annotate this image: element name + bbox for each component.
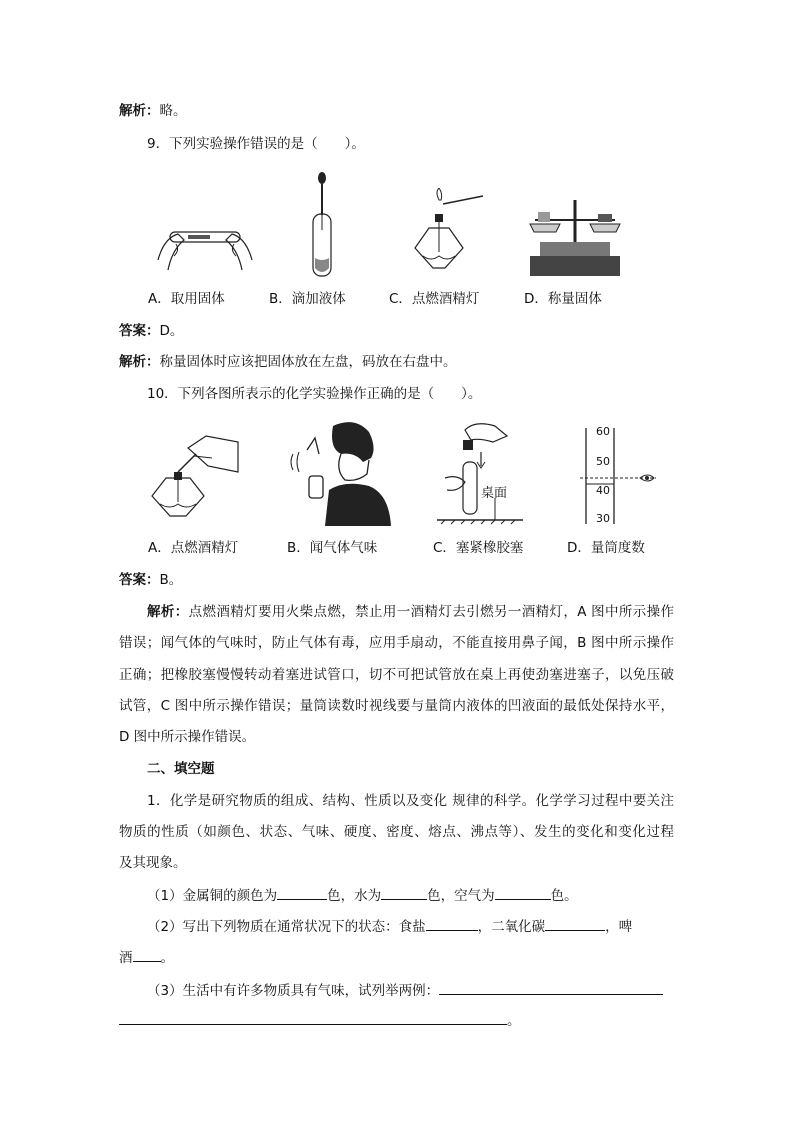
q9-option-a: A．取用固体 <box>148 291 225 307</box>
desk-label: 桌面 <box>481 486 508 501</box>
q9-figure-d <box>520 190 630 280</box>
q10-option-b: B．闻气体气味 <box>287 540 378 556</box>
q9-answer <box>119 321 183 341</box>
answer-blank[interactable] <box>439 980 663 995</box>
answer-blank[interactable] <box>495 885 551 900</box>
answer-text: B。 <box>159 572 183 588</box>
q10-analysis-line-1: 解析：点燃酒精灯要用火柴点燃，禁止用一酒精灯去引燃另一酒精灯，A 图中所示操作 <box>147 604 675 620</box>
answer-blank[interactable] <box>119 1010 507 1025</box>
q9-option-c: C．点燃酒精灯 <box>389 291 480 307</box>
q8-analysis <box>119 101 187 121</box>
answer-blank[interactable] <box>133 947 161 962</box>
cylinder-tick-40: 40 <box>596 484 610 497</box>
q10-stem: 10．下列各图所表示的化学实验操作正确的是（ ）。 <box>147 386 482 402</box>
fill-item-3: （3）生活中有许多物质具有气味，试列举两例： <box>147 980 663 1001</box>
q9-stem: 9．下列实验操作错误的是（ ）。 <box>147 136 365 152</box>
analysis-text: 略。 <box>159 103 187 119</box>
section2-intro-line-1: 1．化学是研究物质的组成、结构、性质以及变化 规律的科学。化学学习过程中要关注 <box>147 793 674 809</box>
cylinder-tick-60: 60 <box>596 425 610 438</box>
q10-analysis-line-5: D 图中所示操作错误。 <box>119 729 256 745</box>
q10-figure-c <box>435 420 525 525</box>
q10-option-c: C．塞紧橡胶塞 <box>433 540 524 556</box>
q10-answer <box>119 570 182 590</box>
q10-option-d: D．量筒度数 <box>567 540 645 556</box>
fill-item-1: （1）金属铜的颜色为 色，水为 色，空气为 色。 <box>147 885 578 906</box>
q10-figure-b <box>285 418 395 528</box>
section2-intro-line-2: 物质的性质（如颜色、状态、气味、硬度、密度、熔点、沸点等）、发生的变化和变化过程 <box>119 824 674 840</box>
answer-text: D。 <box>159 323 184 339</box>
q9-analysis <box>119 352 457 372</box>
q9-option-b: B．滴加液体 <box>269 291 346 307</box>
analysis-label: 解析： <box>119 103 160 119</box>
q9-figure-b <box>300 170 345 280</box>
section2-intro-line-3: 及其现象。 <box>119 855 187 871</box>
answer-blank[interactable] <box>426 916 478 931</box>
q10-analysis-line-4: 试管，C 图中所示操作错误；量筒读数时视线要与量筒内液体的凹液面的最低处保持水平， <box>119 698 674 714</box>
fill-item-3-cont: 。 <box>119 1010 521 1031</box>
answer-label: 答案： <box>119 572 160 588</box>
cylinder-tick-30: 30 <box>596 512 610 525</box>
fill-item-2: （2）写出下列物质在通常状况下的状态：食盐 ，二氧化碳 ，啤 <box>147 916 632 937</box>
answer-label: 答案： <box>119 323 160 339</box>
cylinder-tick-50: 50 <box>596 455 610 468</box>
answer-blank[interactable] <box>545 916 605 931</box>
q10-analysis-line-2: 错误；闻气体的气味时，防止气体有毒，应用手扇动，不能直接用鼻子闻，B 图中所示操作 <box>119 635 674 651</box>
analysis-label: 解析： <box>147 604 189 620</box>
answer-blank[interactable] <box>277 885 327 900</box>
q10-figure-a <box>148 432 248 522</box>
answer-blank[interactable] <box>381 885 427 900</box>
analysis-label: 解析： <box>119 354 160 370</box>
q9-option-d: D．称量固体 <box>524 291 602 307</box>
q9-figure-a <box>150 220 260 275</box>
analysis-text: 称量固体时应该把固体放在左盘，码放在右盘中。 <box>159 354 457 370</box>
section-title: 二、填空题 <box>147 761 215 777</box>
q10-option-a: A．点燃酒精灯 <box>148 540 239 556</box>
q10-figure-d <box>580 425 660 524</box>
q10-analysis-line-3: 正确；把橡胶塞慢慢转动着塞进试管口，切不可把试管放在桌上再使劲塞进塞子，以免压破 <box>119 667 674 683</box>
q9-figure-c <box>405 188 485 278</box>
fill-item-2-cont: 酒 。 <box>119 947 174 968</box>
